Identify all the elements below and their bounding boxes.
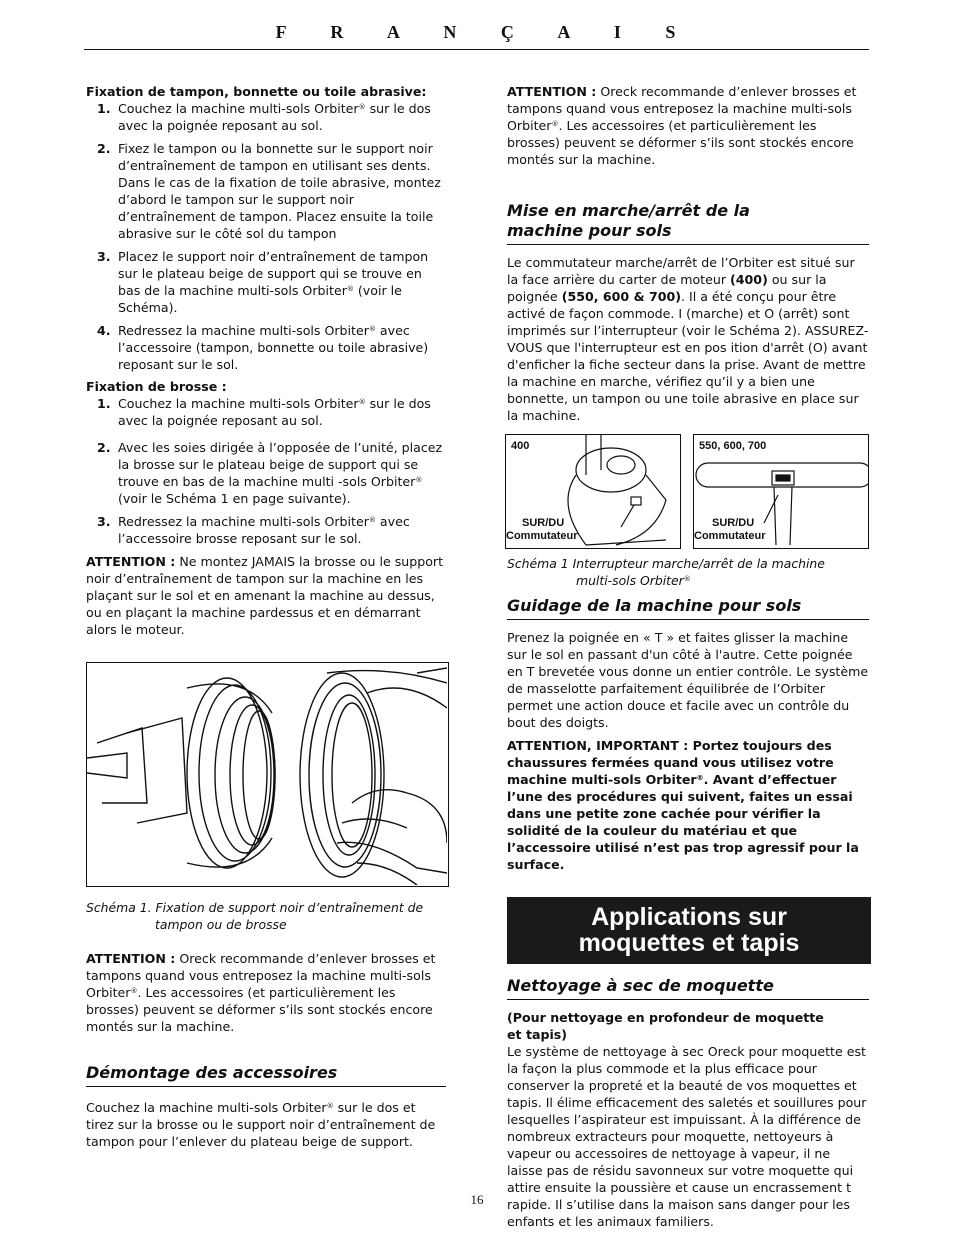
registered-mark: ®: [683, 575, 691, 583]
attention-storage-left: ATTENTION : Oreck recommande d’enlever brosses et tampons quand vous entreposez la machine multi-sols Orbiter®. Les accessoires (et particulièrement les brosses) peuvent se déformer s’ils sont stockés encore montés sur la machine.: [86, 951, 436, 1034]
registered-mark: ®: [130, 987, 138, 995]
fix-pad-title: Fixation de tampon, bonnette ou toile abrasive:: [86, 84, 427, 99]
switch-label-top: SUR/DU: [712, 517, 755, 529]
list-item: 2. Avec les soies dirigée à l’opposée de l’unité, placez la brosse sur le plateau beige de support qui se trouve en bas de la machine multi -sols Orbiter® (voir le Schéma 1 en page suivante).: [97, 440, 443, 506]
dry-clean-section-title: Nettoyage à sec de moquette: [507, 976, 869, 1000]
fix-brush-steps: [86, 395, 446, 547]
figure-1-caption: Schéma 1. Fixation de support noir d’entraînement de tampon ou de brosse: [86, 900, 424, 932]
page-number: 16: [470, 1192, 484, 1207]
figure-attachment-illustration: [86, 662, 449, 887]
model-550-label: 550, 600, 700: [699, 440, 767, 452]
switch-label-bottom: Commutateur: [694, 530, 766, 542]
registered-mark: ®: [326, 1102, 334, 1110]
switch-figures: [505, 434, 869, 549]
attention-important: ATTENTION, IMPORTANT : Portez toujours des chaussures fermées quand vous utilisez votre machine multi-sols Orbiter®. Avant d’effectuer l’une des procédures qui suivent, faites un essai dans une petite zone cachée pour vérifier la solidité de la couleur du matériau et que l’accessoire utilisé n’est pas trop agressif pour la surface.: [507, 738, 859, 872]
figure-model-550-600-700: [693, 434, 869, 549]
removal-text: Couchez la machine multi-sols Orbiter® sur le dos et tirez sur la brosse ou le support noir d’entraînement de tampon pour l’enlever du plateau beige de support.: [86, 1100, 436, 1149]
registered-mark: ®: [346, 285, 354, 293]
switch-label-bottom: Commutateur: [506, 530, 578, 542]
right-column: [507, 83, 869, 1230]
guide-text: Prenez la poignée en « T » et faites glisser la machine sur le sol en passant d'un côté à l'autre. Cette poignée en T brevetée vous donne un entier contrôle. Le système de masselotte parfaitement équilibrée de l’Orbiter permet une action douce et facile avec un contrôle du bout des doigts.: [507, 630, 869, 730]
attention-storage-right: ATTENTION : Oreck recommande d’enlever brosses et tampons quand vous entreposez la machine multi-sols Orbiter®. Les accessoires (et particulièrement les brosses) peuvent se déformer s’ils sont stockés encore montés sur la machine.: [507, 84, 857, 167]
registered-mark: ®: [368, 325, 376, 333]
machine-attachment-drawing: [87, 663, 447, 885]
registered-mark: ®: [415, 476, 423, 484]
onoff-section-title: Mise en marche/arrêt de la machine pour sols: [507, 201, 869, 245]
figure-model-400: [505, 434, 681, 549]
dry-clean-subtitle: (Pour nettoyage en profondeur de moquette et tapis): [507, 1010, 824, 1042]
fix-brush-title: Fixation de brosse :: [86, 379, 227, 394]
removal-section-title: Démontage des accessoires: [86, 1063, 446, 1087]
list-item: 4. Redressez la machine multi-sols Orbiter® avec l’accessoire (tampon, bonnette ou toile abrasive) reposant sur le sol.: [97, 323, 429, 372]
header-rule: [84, 49, 869, 50]
model-400-label: 400: [511, 440, 530, 452]
left-column: [86, 83, 446, 1150]
list-item: 3. Redressez la machine multi-sols Orbiter® avec l’accessoire brosse reposant sur le sol.: [97, 514, 410, 546]
list-item: 3. Placez le support noir d’entraînement de tampon sur le plateau beige de support qui se trouve en bas de la machine multi-sols Orbiter® (voir le Schéma).: [97, 249, 429, 315]
registered-mark: ®: [368, 516, 376, 524]
dry-clean-text: Le système de nettoyage à sec Oreck pour moquette est la façon la plus commode et la plus efficace pour conserver la propreté et la beauté de vos moquettes et tapis. Il élime efficacement des saletés et souillures pour lesquelles l’aspirateur est impuissant. À la différence de nombreux extracteurs pour moquette, nettoyeurs à vapeur ou accessoires de nettoyage à vapeur, il ne laisse pas de résidu savonneux sur votre moquette qui attire ensuite la poussière et cause un encrassement t rapide. Il s’utilise dans la maison sans danger pour les enfants et les animaux familiers.: [507, 1044, 867, 1229]
carpet-applications-banner: Applications sur moquettes et tapis: [507, 897, 871, 964]
guide-section-title: Guidage de la machine pour sols: [507, 596, 869, 620]
language-header: F R A N Ç A I S: [275, 22, 696, 42]
list-item: 1. Couchez la machine multi-sols Orbiter® sur le dos avec la poignée reposant au sol.: [97, 101, 431, 133]
registered-mark: ®: [551, 120, 559, 128]
switch-label-top: SUR/DU: [522, 517, 565, 529]
onoff-text: Le commutateur marche/arrêt de l’Orbiter est situé sur la face arrière du carter de moteur (400) ou sur la poignée (550, 600 & 700). Il a été conçu pour être activé de façon commode. I (marche) et O (arrêt) sont imprimés sur l’interrupteur (voir le Schéma 2). ASSUREZ-VOUS que l'interrupteur est en pos ition d'arrêt (O) avant d'enficher la fiche secteur dans la prise. Avant de mettre la machine en marche, vérifiez qu’il y a bien une bonnette, un tampon ou une toile abrasive en place sur la machine.: [507, 255, 869, 423]
fix-pad-steps: [86, 100, 446, 373]
figure-2-caption: Schéma 1 Interrupteur marche/arrêt de la machine multi-sols Orbiter®: [507, 556, 825, 588]
list-item: 1. Couchez la machine multi-sols Orbiter® sur le dos avec la poignée reposant au sol.: [97, 396, 431, 428]
registered-mark: ®: [358, 103, 366, 111]
registered-mark: ®: [696, 774, 704, 782]
list-item: 2. Fixez le tampon ou la bonnette sur le support noir d’entraînement de tampon en utilisant ses dents. Dans le cas de la fixation de toile abrasive, montez d’abord le tampon sur le support noir d’entraînement de tampon. Placez ensuite la toile abrasive sur le côté sol du tampon: [97, 141, 441, 241]
registered-mark: ®: [358, 398, 366, 406]
attention-never-mount: ATTENTION : Ne montez JAMAIS la brosse ou le support noir d’entraînement de tampon sur la machine en les plaçant sur le sol et en amenant la machine au dessus, ou en plaçant la machine pardessus et en démarrant alors le moteur.: [86, 554, 444, 637]
